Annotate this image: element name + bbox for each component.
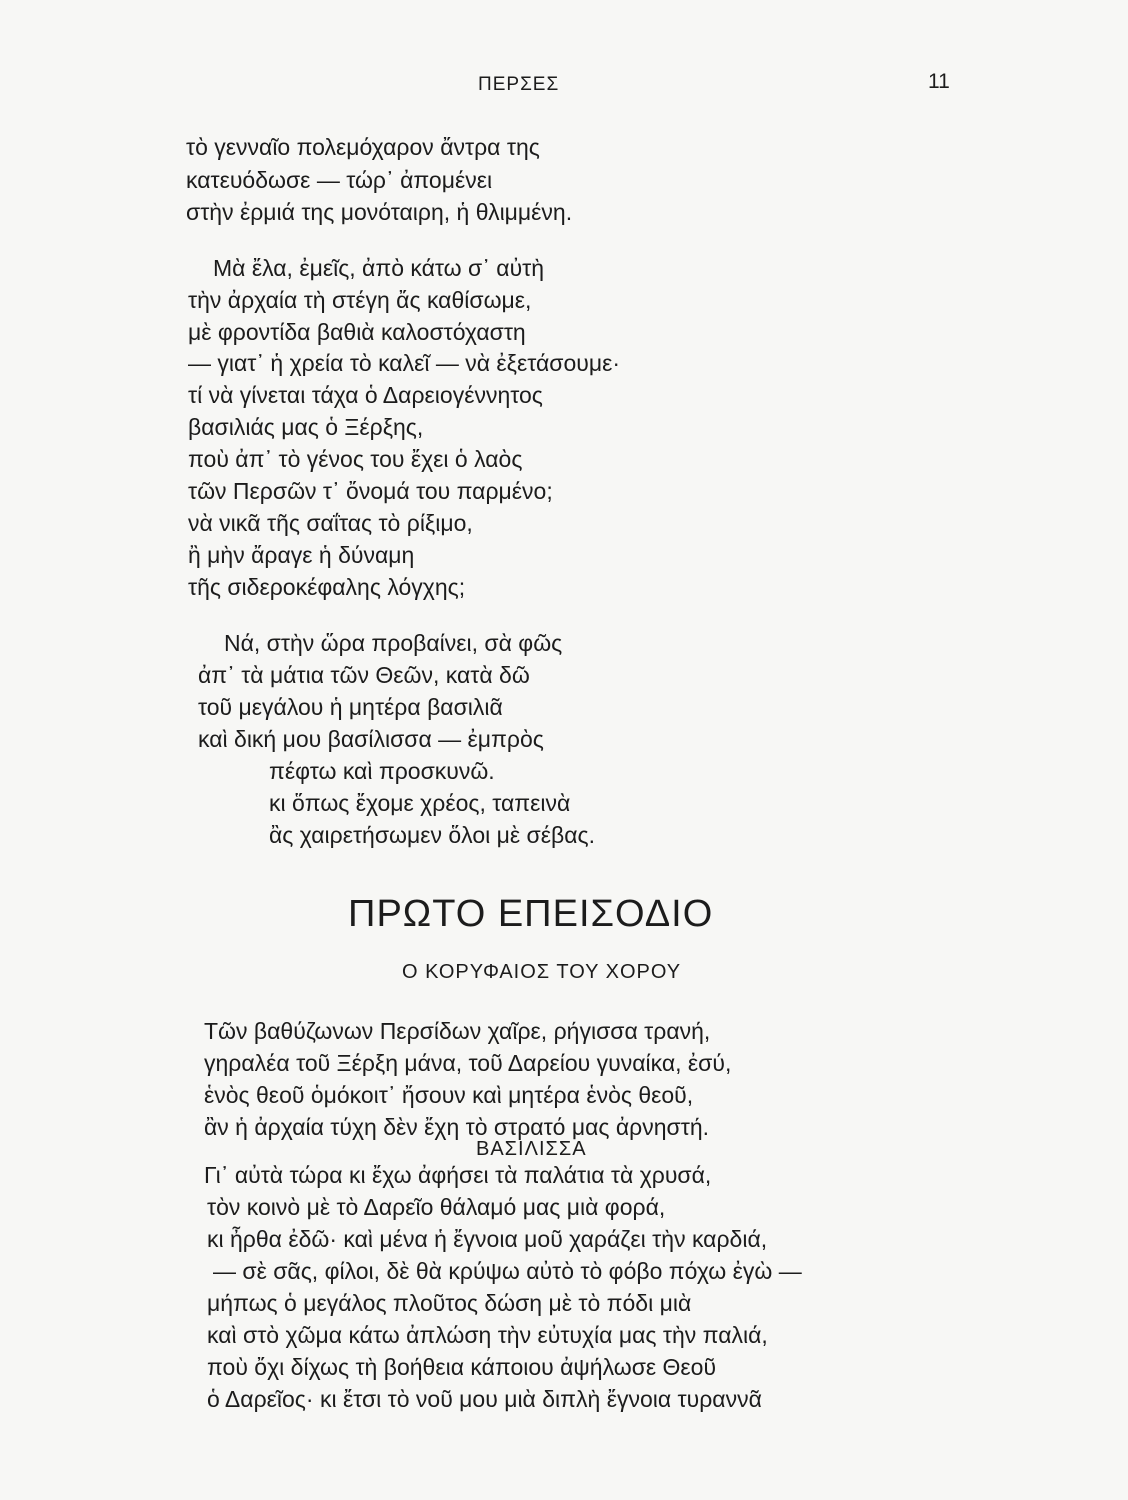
verse-line: τὸν κοινὸ μὲ τὸ Δαρεῖο θάλαμό μας μιὰ φορά, [207,1194,666,1220]
verse-line: καὶ στὸ χῶμα κάτω ἀπλώση τὴν εὐτυχία μας τὴν παλιά, [207,1322,768,1348]
verse-line: ποὺ ἀπ᾽ τὸ γένος του ἔχει ὁ λαὸς [188,446,523,472]
verse-line: μὲ φροντίδα βαθιὰ καλοστόχαστη [188,319,526,345]
verse-line: καὶ δική μου βασίλισσα — ἐμπρὸς [198,726,544,752]
verse-line: ἀπ᾽ τὰ μάτια τῶν Θεῶν, κατὰ δῶ [198,662,530,688]
verse-line: τοῦ μεγάλου ἡ μητέρα βασιλιᾶ [198,694,503,720]
verse-line: τί νὰ γίνεται τάχα ὁ Δαρειογέννητος [188,382,543,408]
verse-line: κι ἦρθα ἐδῶ· καὶ μένα ἡ ἔγνοια μοῦ χαράζει τὴν καρδιά, [207,1226,768,1252]
verse-line: στὴν ἐρμιά της μονόταιρη, ἡ θλιμμένη. [186,199,573,225]
verse-line: κι ὅπως ἔχομε χρέος, ταπεινὰ [269,790,571,816]
verse-line: βασιλιάς μας ὁ Ξέρξης, [188,414,424,440]
verse-line: τὴν ἀρχαία τὴ στέγη ἄς καθίσωμε, [188,287,532,313]
verse-line: — γιατ᾽ ἡ χρεία τὸ καλεῖ — νὰ ἐξετάσουμε· [188,350,621,376]
verse-line: γηραλέα τοῦ Ξέρξη μάνα, τοῦ Δαρείου γυναίκα, ἐσύ, [204,1050,732,1076]
verse-line: ὁ Δαρεῖος· κι ἔτσι τὸ νοῦ μου μιὰ διπλὴ ἔγνοια τυραννᾶ [207,1386,762,1412]
verse-line: τὸ γενναῖο πολεμόχαρον ἄντρα της [186,134,540,160]
running-head-title: ΠΕΡΣΕΣ [478,74,560,95]
episode-title: ΠΡΩΤΟ ΕΠΕΙΣΟΔΙΟ [348,893,714,935]
verse-line: ἂς χαιρετήσωμεν ὅλοι μὲ σέβας. [269,822,595,848]
verse-line: — σὲ σᾶς, φίλοι, δὲ θὰ κρύψω αὐτὸ τὸ φόβο πόχω ἐγὼ — [213,1258,802,1284]
verse-line: ἂν ἡ ἀρχαία τύχη δὲν ἔχη τὸ στρατό μας ἀρνηστή. [204,1114,710,1140]
verse-line: μήπως ὁ μεγάλος πλοῦτος δώση μὲ τὸ πόδι μιὰ [207,1290,692,1316]
verse-line: πέφτω καὶ προσκυνῶ. [269,758,495,784]
speaker-name: Ο ΚΟΡΥΦΑΙΟΣ ΤΟΥ ΧΟΡΟΥ [402,961,682,983]
verse-line: κατευόδωσε — τώρ᾽ ἀπομένει [186,167,493,193]
verse-line: ποὺ ὄχι δίχως τὴ βοήθεια κάποιου ἀψήλωσε Θεοῦ [207,1354,717,1380]
verse-line: Μὰ ἔλα, ἐμεῖς, ἀπὸ κάτω σ᾽ αὐτὴ [213,255,545,281]
speaker-name: ΒΑΣΙΛΙΣΣΑ [476,1138,587,1160]
page-number: 11 [928,70,950,93]
verse-line: ἑνὸς θεοῦ ὁμόκοιτ᾽ ἤσουν καὶ μητέρα ἑνὸς θεοῦ, [204,1082,694,1108]
verse-line: ἢ μὴν ἄραγε ἡ δύναμη [188,542,415,568]
verse-line: Γι᾽ αὐτὰ τώρα κι ἔχω ἀφήσει τὰ παλάτια τὰ χρυσά, [204,1162,712,1188]
verse-line: Τῶν βαθύζωνων Περσίδων χαῖρε, ρήγισσα τρανή, [204,1018,711,1044]
verse-line: τῆς σιδεροκέφαλης λόγχης; [188,574,466,600]
verse-line: τῶν Περσῶν τ᾽ ὄνομά του παρμένο; [188,478,553,504]
verse-line: νὰ νικᾶ τῆς σαΐτας τὸ ρίξιμο, [188,510,473,536]
verse-line: Νά, στὴν ὥρα προβαίνει, σὰ φῶς [224,630,563,656]
